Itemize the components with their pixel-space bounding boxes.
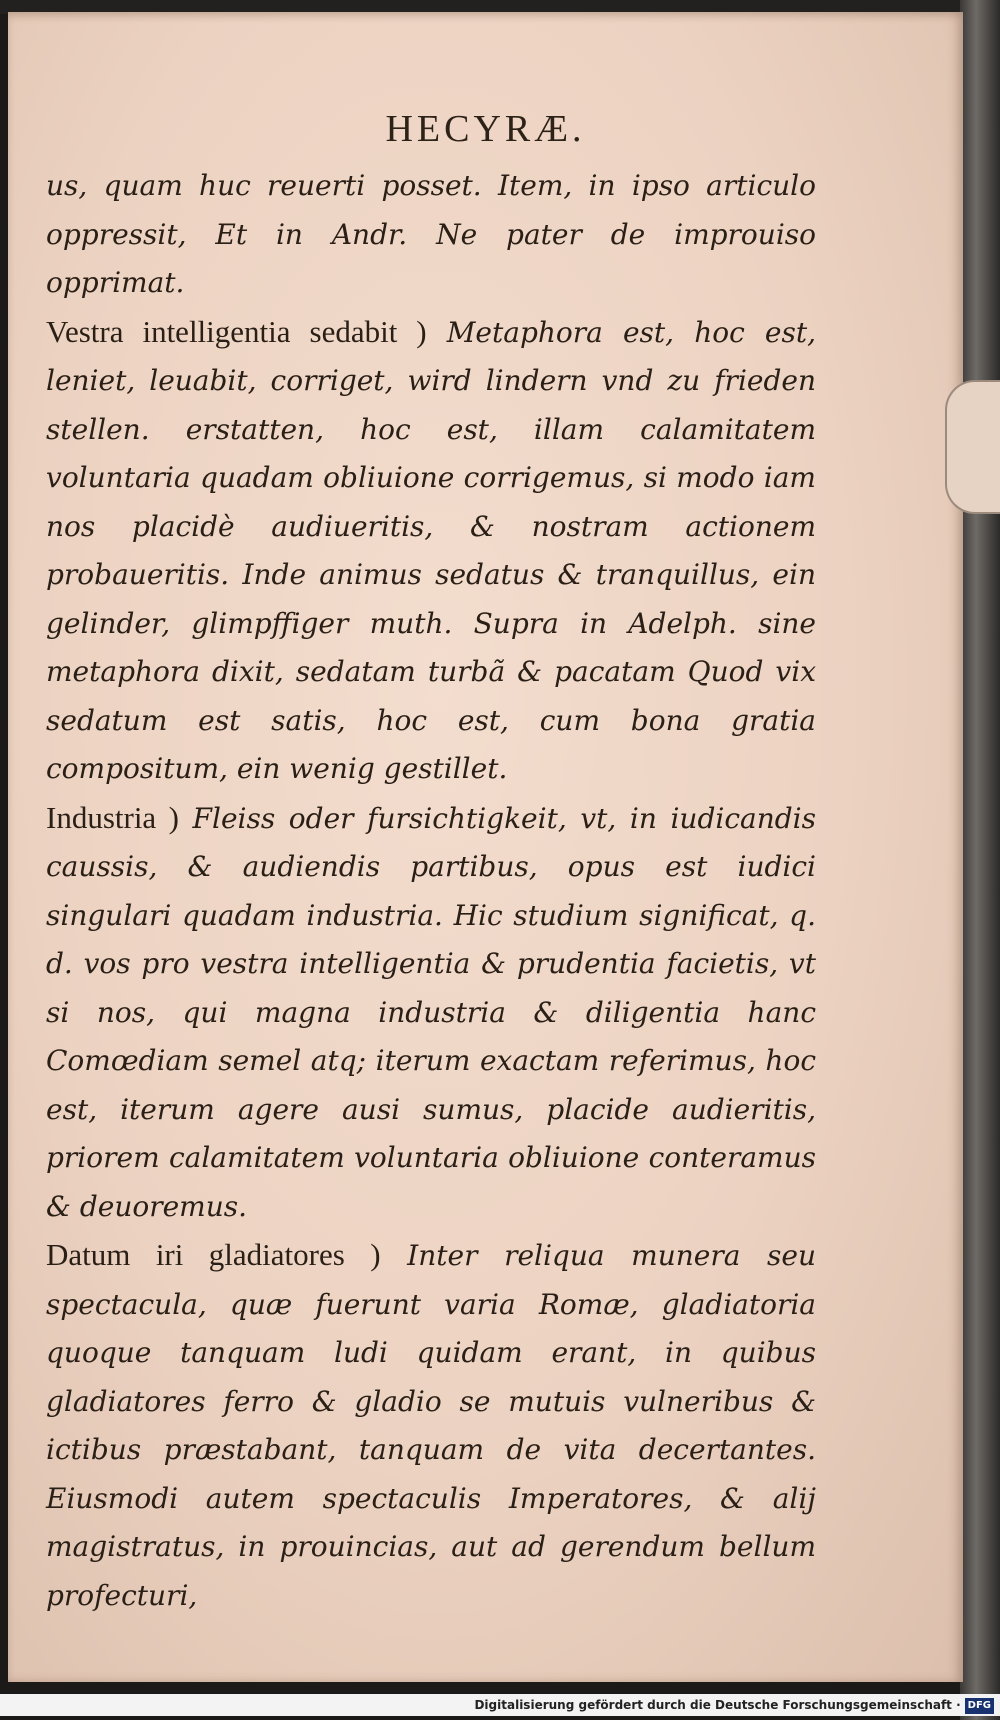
scan-border-right	[960, 0, 1000, 1720]
paragraph-vestra-intelligentia	[46, 308, 816, 794]
paragraph-text: Fleiss oder fursichtigkeit, vt, in iudicandis caussis, & audiendis partibus, opus est iudici singulari quadam industria. Hic studium significat, q. d. vos pro vestra intelligentia & prudentia facietis, vt si nos, qui magna industria & diligentia hanc Comœdiam semel atq; iterum exactam referimus, hoc est, iterum agere ausi sumus, placide audieritis, priorem calamitatem voluntaria obliuione conteramus & deuoremus.	[46, 801, 816, 1223]
lemma: Datum iri gladiatores )	[46, 1237, 381, 1272]
paragraph-text: Inter reliqua munera seu spectacula, quæ fuerunt varia Romæ, gladiatoria quoque tanquam ludi quidam erant, in quibus gladiatores ferro & gladio se mutuis vulneribus & ictibus præstabant, tanquam de vita decertantes. Eiusmodi autem spectaculis Imperatores, & alij magistratus, in prouincias, aut ad gerendum bellum profecturi,	[46, 1239, 817, 1612]
digitization-footer	[0, 1694, 1000, 1716]
lemma: Industria )	[46, 799, 179, 835]
paragraph-gladiatores	[46, 1231, 816, 1620]
running-head: HECYRÆ.	[385, 108, 586, 150]
lemma: Vestra intelligentia sedabit )	[46, 313, 427, 349]
book-page	[8, 12, 963, 1682]
page-text	[46, 162, 816, 1620]
footer-text: Digitalisierung gefördert durch die Deutsche Forschungsgemeinschaft ·	[474, 1698, 961, 1712]
dfg-logo: DFG	[965, 1698, 994, 1714]
page-tab	[945, 380, 1000, 514]
paragraph-continuation	[46, 162, 816, 308]
paragraph-text: Metaphora est, hoc est, leniet, leuabit, corriget, wird lindern vnd zu frieden stellen. erstatten, hoc est, illam calamitatem voluntaria quadam obliuione corrigemus, si modo iam nos placidè audiueritis, & nostram actionem probaueritis. Inde animus sedatus & tranquillus, ein gelinder, glimpffiger muth. Supra in Adelph. sine metaphora dixit, sedatam turbã & pacatam Quod vix sedatum est satis, hoc est, cum bona gratia compositum, ein wenig gestillet.	[46, 315, 816, 785]
paragraph-industria	[46, 794, 816, 1232]
paragraph-text: us, quam huc reuerti posset. Item, in ipso articulo oppressit, Et in Andr. Ne pater de improuiso opprimat.	[46, 169, 816, 299]
